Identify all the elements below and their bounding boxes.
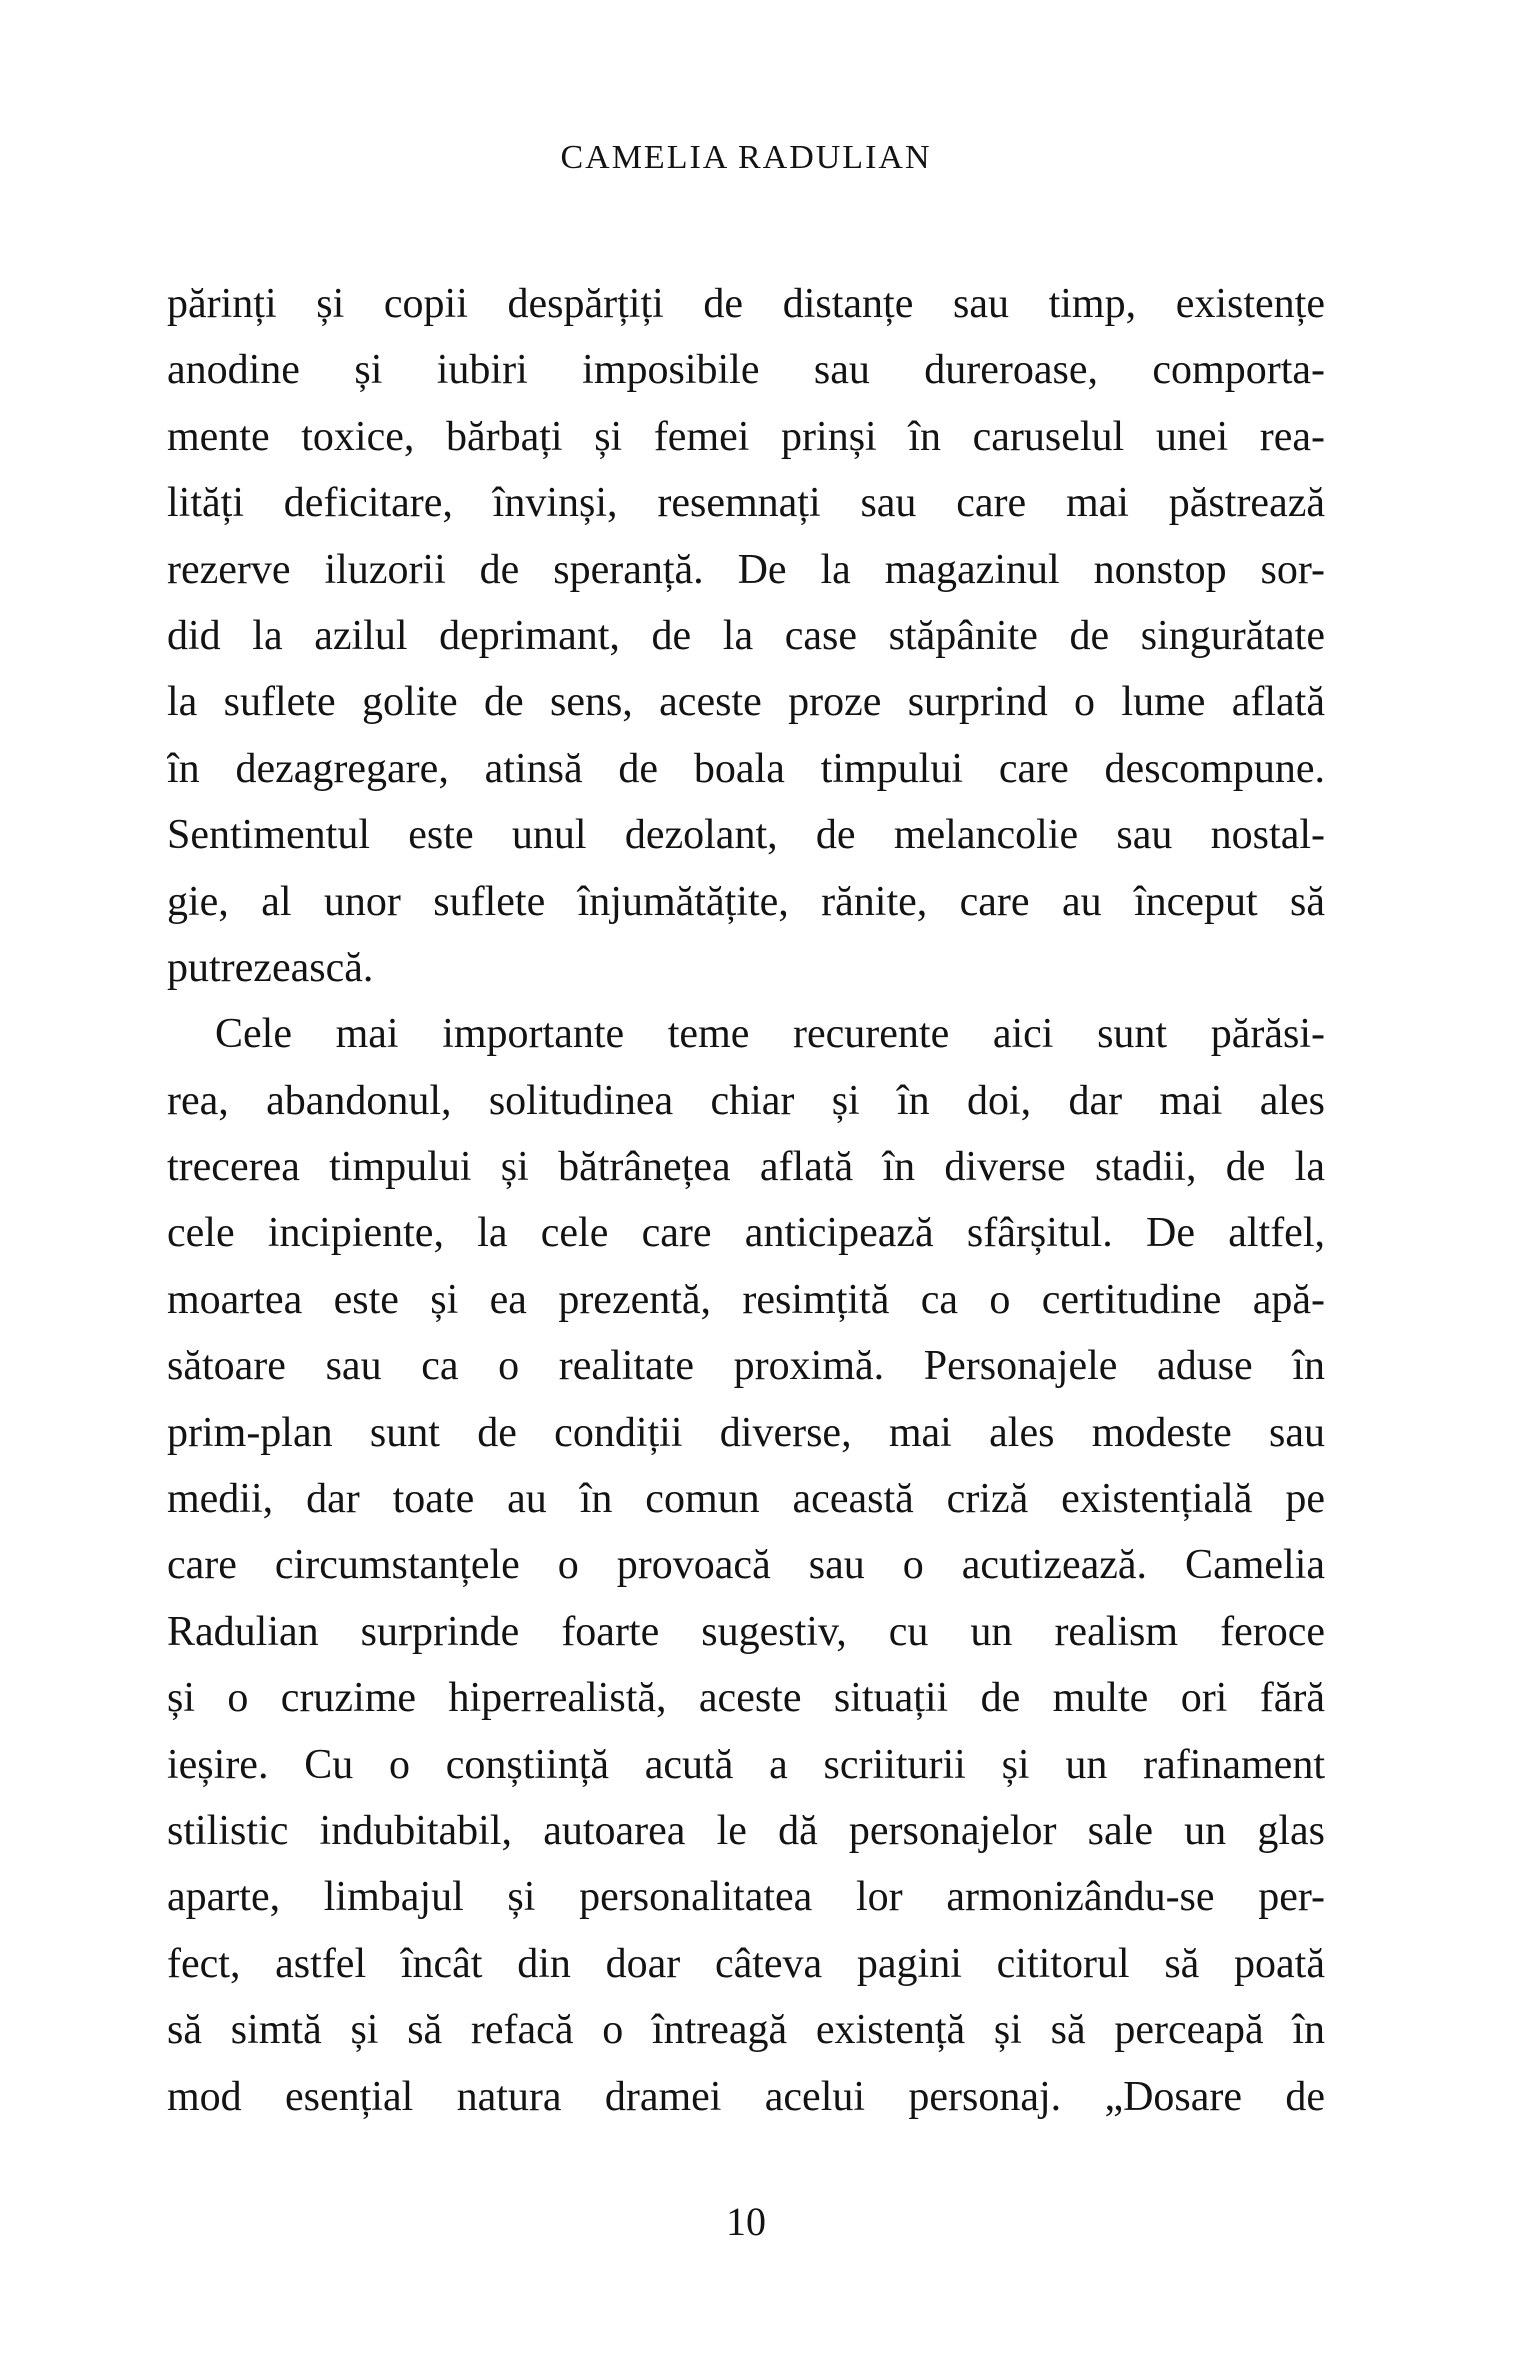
text-line: sătoare sau ca o realitate proximă. Personajele aduse în <box>167 1343 1325 1390</box>
text-line: Radulian surprinde foarte sugestiv, cu un realism feroce <box>167 1608 1325 1655</box>
text-line: moartea este și ea prezentă, resimțită ca o certitudine apă- <box>167 1276 1325 1323</box>
text-line: prim-plan sunt de condiții diverse, mai ales modeste sau <box>167 1409 1325 1456</box>
text-line: la suflete golite de sens, aceste proze surprind o lume aflată <box>167 679 1325 726</box>
text-line: gie, al unor suflete înjumătățite, rănite, care au început să <box>167 878 1325 925</box>
text-line: aparte, limbajul și personalitatea lor armonizându-se per- <box>167 1874 1325 1921</box>
text-line: în dezagregare, atinsă de boala timpului care descompune. <box>167 745 1325 792</box>
text-line: mod esențial natura dramei acelui personaj. „Dosare de <box>167 2073 1325 2120</box>
text-column <box>167 0 1325 2362</box>
text-line: mente toxice, bărbați și femei prinși în caruselul unei rea- <box>167 413 1325 460</box>
page-number: 10 <box>726 2199 766 2244</box>
text-line: rea, abandonul, solitudinea chiar și în doi, dar mai ales <box>167 1077 1325 1124</box>
text-line: părinți și copii despărțiți de distanțe sau timp, existențe <box>167 281 1325 327</box>
body-text <box>167 271 1325 2130</box>
text-line: cele incipiente, la cele care anticipează sfârșitul. De altfel, <box>167 1210 1325 1257</box>
text-line: care circumstanțele o provoacă sau o acutizează. Camelia <box>167 1542 1325 1589</box>
text-line: medii, dar toate au în comun această criză existențială pe <box>167 1476 1325 1523</box>
text-line: Sentimentul este unul dezolant, de melancolie sau nostal- <box>167 812 1325 859</box>
text-line: did la azilul deprimant, de la case stăpânite de singurătate <box>167 612 1325 659</box>
text-line: anodine și iubiri imposibile sau dureroase, comporta- <box>167 347 1325 394</box>
text-line: trecerea timpului și bătrânețea aflată în diverse stadii, de la <box>167 1144 1325 1191</box>
text-line: stilistic indubitabil, autoarea le dă personajelor sale un glas <box>167 1807 1325 1854</box>
text-line: rezerve iluzorii de speranță. De la magazinul nonstop sor- <box>167 546 1325 593</box>
text-line: și o cruzime hiperrealistă, aceste situații de multe ori fără <box>167 1675 1325 1722</box>
text-line: ieșire. Cu o conștiință acută a scriiturii și un rafinament <box>167 1741 1325 1788</box>
running-header: CAMELIA RADULIAN <box>560 139 932 176</box>
text-line: lități deficitare, învinși, resemnați sau care mai păstrează <box>167 480 1325 527</box>
text-line: fect, astfel încât din doar câteva pagini cititorul să poată <box>167 1940 1325 1987</box>
text-line: să simtă și să refacă o întreagă existență și să perceapă în <box>167 2007 1325 2054</box>
text-line: Cele mai importante teme recurente aici sunt părăsi- <box>215 1011 1325 1058</box>
text-line: putrezească. <box>167 944 374 991</box>
